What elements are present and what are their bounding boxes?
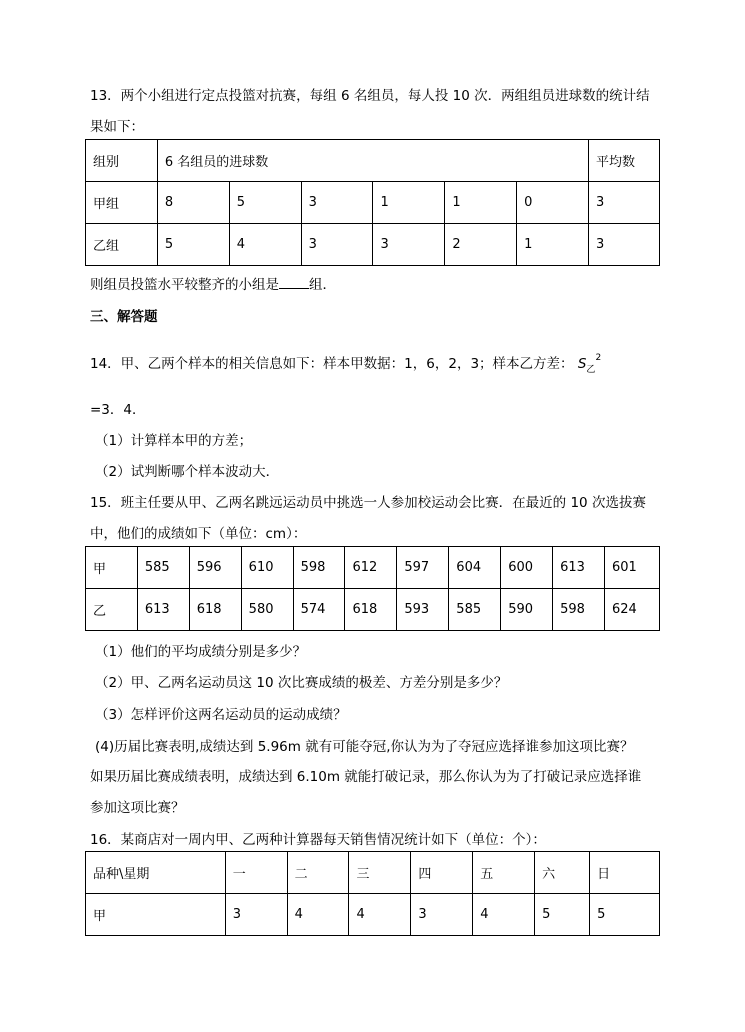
score-cell: 596	[189, 547, 241, 589]
header-cell: 一	[225, 852, 287, 894]
score-cell: 604	[449, 547, 501, 589]
score-cell: 613	[553, 547, 605, 589]
score-cell: 597	[397, 547, 449, 589]
score-cell: 4	[229, 224, 301, 266]
score-cell: 5	[157, 224, 229, 266]
q14-text: 14．甲、乙两个样本的相关信息如下：样本甲数据：1，6，2，3；样本乙方差：	[90, 356, 574, 372]
score-cell: 618	[345, 589, 397, 631]
group-name: 乙组	[86, 224, 158, 266]
q15-line1: 15．班主任要从甲、乙两名跳远运动员中挑选一人参加校运动会比赛．在最近的 10 次选拔赛	[90, 495, 646, 511]
table-row	[86, 224, 660, 266]
table-row	[86, 589, 660, 631]
score-cell: 3	[373, 224, 445, 266]
table-row	[86, 547, 660, 589]
sales-cell: 4	[287, 894, 349, 936]
q14-part2: （2）试判断哪个样本波动大．	[95, 464, 280, 480]
header-scores: 6 名组员的进球数	[157, 140, 588, 182]
header-cell: 六	[535, 852, 590, 894]
score-cell: 618	[189, 589, 241, 631]
header-cell: 五	[473, 852, 535, 894]
score-cell: 0	[517, 182, 589, 224]
header-cell: 四	[411, 852, 473, 894]
variance-subscript: 乙	[586, 365, 596, 375]
athlete-name: 乙	[86, 589, 138, 631]
q16-table	[85, 851, 660, 936]
score-cell: 593	[397, 589, 449, 631]
q15-part4c: 参加这项比赛？	[90, 800, 185, 816]
score-cell: 600	[501, 547, 553, 589]
q13-table	[85, 139, 660, 266]
score-cell: 610	[241, 547, 293, 589]
header-cell: 日	[590, 852, 660, 894]
header-group: 组别	[86, 140, 158, 182]
q15-part4a: (4)历届比赛表明,成绩达到 5.96m 就有可能夺冠,你认为为了夺冠应选择谁参加这项比赛？	[95, 739, 634, 755]
score-cell: 590	[501, 589, 553, 631]
score-cell: 601	[605, 547, 660, 589]
q15-table	[85, 546, 660, 631]
table-row	[86, 182, 660, 224]
q15-part4b: 如果历届比赛成绩表明，成绩达到 6.10m 就能打破记录，那么你认为为了打破记录应选择谁	[90, 769, 642, 785]
variance-symbol: S	[577, 356, 587, 372]
header-average: 平均数	[589, 140, 660, 182]
score-cell: 585	[449, 589, 501, 631]
q13-conclusion-pre: 则组员投篮水平较整齐的小组是	[90, 277, 279, 293]
q13-line2: 果如下：	[90, 119, 144, 135]
athlete-name: 甲	[86, 547, 138, 589]
answer-blank	[279, 276, 309, 289]
section-title: 三、解答题	[90, 309, 158, 325]
table-row	[86, 852, 660, 894]
score-cell: 3	[301, 182, 373, 224]
score-cell: 1	[373, 182, 445, 224]
sales-cell: 5	[535, 894, 590, 936]
sales-cell: 3	[411, 894, 473, 936]
score-cell: 574	[293, 589, 345, 631]
average-cell: 3	[589, 224, 660, 266]
score-cell: 580	[241, 589, 293, 631]
table-row	[86, 894, 660, 936]
header-cell: 二	[287, 852, 349, 894]
sales-cell: 3	[225, 894, 287, 936]
score-cell: 624	[605, 589, 660, 631]
q14-line1	[90, 352, 602, 375]
average-cell: 3	[589, 182, 660, 224]
product-name: 甲	[86, 894, 226, 936]
score-cell: 613	[137, 589, 189, 631]
sales-cell: 4	[473, 894, 535, 936]
table-row	[86, 140, 660, 182]
q15-part3: （3）怎样评价这两名运动员的运动成绩？	[95, 707, 347, 723]
q15-part2: （2）甲、乙两名运动员这 10 次比赛成绩的极差、方差分别是多少？	[95, 675, 508, 691]
score-cell: 5	[229, 182, 301, 224]
q15-line2: 中，他们的成绩如下（单位：cm）：	[90, 526, 307, 542]
score-cell: 598	[553, 589, 605, 631]
q16-line1: 16．某商店对一周内甲、乙两种计算器每天销售情况统计如下（单位：个）：	[90, 832, 546, 848]
score-cell: 2	[445, 224, 517, 266]
sales-cell: 5	[590, 894, 660, 936]
q13-conclusion-post: 组．	[309, 277, 336, 293]
score-cell: 3	[301, 224, 373, 266]
score-cell: 8	[157, 182, 229, 224]
header-cell: 三	[349, 852, 411, 894]
score-cell: 1	[517, 224, 589, 266]
q13-conclusion	[90, 273, 336, 293]
q13-line1: 13．两个小组进行定点投篮对抗赛，每组 6 名组员，每人投 10 次．两组组员进球数的统计结	[90, 88, 650, 104]
score-cell: 612	[345, 547, 397, 589]
q14-line2: =3．4．	[90, 402, 146, 418]
sales-cell: 4	[349, 894, 411, 936]
variance-superscript: 2	[595, 353, 602, 363]
q14-part1: （1）计算样本甲的方差；	[95, 433, 253, 449]
header-cell: 品种\星期	[86, 852, 226, 894]
group-name: 甲组	[86, 182, 158, 224]
score-cell: 598	[293, 547, 345, 589]
score-cell: 1	[445, 182, 517, 224]
score-cell: 585	[137, 547, 189, 589]
q15-part1: （1）他们的平均成绩分别是多少？	[95, 644, 307, 660]
